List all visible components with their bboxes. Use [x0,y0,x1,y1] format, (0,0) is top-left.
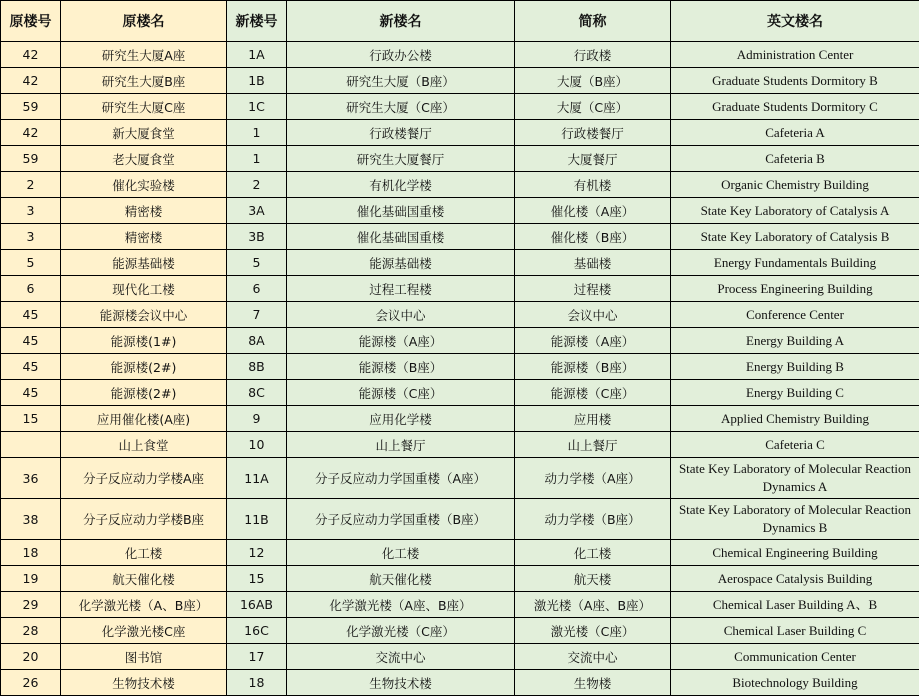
new-name-cell: 能源基础楼 [287,250,515,276]
new-number-cell: 15 [227,566,287,592]
new-number-cell: 8C [227,380,287,406]
old-number-cell: 59 [1,94,61,120]
header-new-name: 新楼名 [287,1,515,42]
table-row [1,172,919,198]
new-name-cell: 应用化学楼 [287,406,515,432]
short-name-cell: 动力学楼（B座） [515,499,671,540]
header-old-number: 原楼号 [1,1,61,42]
table-row [1,250,919,276]
old-number-cell: 29 [1,592,61,618]
header-short-name: 简称 [515,1,671,42]
new-number-cell: 3A [227,198,287,224]
old-name-cell: 老大厦食堂 [61,146,227,172]
short-name-cell: 大厦（C座） [515,94,671,120]
new-name-cell: 研究生大厦餐厅 [287,146,515,172]
old-number-cell: 38 [1,499,61,540]
short-name-cell: 大厦（B座） [515,68,671,94]
short-name-cell: 生物楼 [515,670,671,696]
new-name-cell: 行政办公楼 [287,42,515,68]
english-name-cell: Cafeteria C [671,432,919,458]
short-name-cell: 激光楼（A座、B座） [515,592,671,618]
old-number-cell: 45 [1,354,61,380]
table-row [1,406,919,432]
old-number-cell: 45 [1,302,61,328]
old-name-cell: 研究生大厦C座 [61,94,227,120]
table-row [1,276,919,302]
table-row [1,224,919,250]
new-name-cell: 分子反应动力学国重楼（B座） [287,499,515,540]
old-number-cell [1,432,61,458]
short-name-cell: 有机楼 [515,172,671,198]
short-name-cell: 应用楼 [515,406,671,432]
new-number-cell: 16C [227,618,287,644]
old-name-cell: 研究生大厦A座 [61,42,227,68]
new-number-cell: 1B [227,68,287,94]
table-row [1,644,919,670]
old-number-cell: 5 [1,250,61,276]
table-row [1,198,919,224]
short-name-cell: 过程楼 [515,276,671,302]
new-number-cell: 1 [227,146,287,172]
old-name-cell: 能源楼(2#) [61,354,227,380]
new-number-cell: 11A [227,458,287,499]
new-name-cell: 能源楼（B座） [287,354,515,380]
new-number-cell: 11B [227,499,287,540]
english-name-cell: State Key Laboratory of Molecular Reaction Dynamics A [671,458,919,499]
old-number-cell: 42 [1,42,61,68]
short-name-cell: 化工楼 [515,540,671,566]
old-number-cell: 45 [1,328,61,354]
old-name-cell: 应用催化楼(A座) [61,406,227,432]
old-name-cell: 分子反应动力学楼A座 [61,458,227,499]
table-row [1,670,919,696]
short-name-cell: 基础楼 [515,250,671,276]
old-name-cell: 化学激光楼C座 [61,618,227,644]
old-name-cell: 航天催化楼 [61,566,227,592]
english-name-cell: Process Engineering Building [671,276,919,302]
old-number-cell: 26 [1,670,61,696]
old-number-cell: 42 [1,120,61,146]
new-name-cell: 行政楼餐厅 [287,120,515,146]
english-name-cell: Cafeteria A [671,120,919,146]
table-row [1,42,919,68]
table-row [1,146,919,172]
new-number-cell: 9 [227,406,287,432]
old-name-cell: 能源楼(1#) [61,328,227,354]
english-name-cell: State Key Laboratory of Molecular Reaction Dynamics B [671,499,919,540]
old-number-cell: 36 [1,458,61,499]
new-name-cell: 化学激光楼（C座） [287,618,515,644]
old-name-cell: 能源楼(2#) [61,380,227,406]
new-number-cell: 5 [227,250,287,276]
table-row [1,432,919,458]
short-name-cell: 能源楼（B座） [515,354,671,380]
old-name-cell: 化工楼 [61,540,227,566]
new-number-cell: 6 [227,276,287,302]
new-name-cell: 能源楼（C座） [287,380,515,406]
old-number-cell: 59 [1,146,61,172]
new-number-cell: 1C [227,94,287,120]
old-number-cell: 19 [1,566,61,592]
new-number-cell: 12 [227,540,287,566]
old-name-cell: 精密楼 [61,224,227,250]
new-name-cell: 航天催化楼 [287,566,515,592]
old-name-cell: 山上食堂 [61,432,227,458]
short-name-cell: 航天楼 [515,566,671,592]
english-name-cell: Energy Building A [671,328,919,354]
new-name-cell: 会议中心 [287,302,515,328]
english-name-cell: Chemical Laser Building A、B [671,592,919,618]
english-name-cell: Organic Chemistry Building [671,172,919,198]
table-row [1,302,919,328]
short-name-cell: 能源楼（C座） [515,380,671,406]
old-name-cell: 图书馆 [61,644,227,670]
new-name-cell: 过程工程楼 [287,276,515,302]
new-number-cell: 8A [227,328,287,354]
old-name-cell: 生物技术楼 [61,670,227,696]
english-name-cell: State Key Laboratory of Catalysis B [671,224,919,250]
old-name-cell: 能源基础楼 [61,250,227,276]
old-number-cell: 20 [1,644,61,670]
table-row [1,94,919,120]
new-number-cell: 17 [227,644,287,670]
short-name-cell: 动力学楼（A座） [515,458,671,499]
table-row [1,458,919,499]
english-name-cell: Administration Center [671,42,919,68]
table-row [1,540,919,566]
old-name-cell: 现代化工楼 [61,276,227,302]
new-number-cell: 3B [227,224,287,250]
new-name-cell: 山上餐厅 [287,432,515,458]
new-name-cell: 化学激光楼（A座、B座） [287,592,515,618]
old-number-cell: 6 [1,276,61,302]
old-number-cell: 3 [1,198,61,224]
new-name-cell: 能源楼（A座） [287,328,515,354]
table-row [1,566,919,592]
english-name-cell: Chemical Laser Building C [671,618,919,644]
new-number-cell: 8B [227,354,287,380]
short-name-cell: 大厦餐厅 [515,146,671,172]
english-name-cell: Energy Fundamentals Building [671,250,919,276]
new-number-cell: 16AB [227,592,287,618]
english-name-cell: Conference Center [671,302,919,328]
new-number-cell: 1 [227,120,287,146]
table-row [1,120,919,146]
new-name-cell: 生物技术楼 [287,670,515,696]
table-row [1,618,919,644]
new-number-cell: 10 [227,432,287,458]
new-name-cell: 催化基础国重楼 [287,224,515,250]
old-name-cell: 催化实验楼 [61,172,227,198]
old-number-cell: 18 [1,540,61,566]
short-name-cell: 山上餐厅 [515,432,671,458]
english-name-cell: Chemical Engineering Building [671,540,919,566]
table-row [1,328,919,354]
english-name-cell: Energy Building C [671,380,919,406]
english-name-cell: Biotechnology Building [671,670,919,696]
english-name-cell: Applied Chemistry Building [671,406,919,432]
new-number-cell: 18 [227,670,287,696]
new-name-cell: 分子反应动力学国重楼（A座） [287,458,515,499]
old-name-cell: 分子反应动力学楼B座 [61,499,227,540]
short-name-cell: 催化楼（A座） [515,198,671,224]
header-english-name: 英文楼名 [671,1,919,42]
old-number-cell: 42 [1,68,61,94]
header-new-number: 新楼号 [227,1,287,42]
english-name-cell: Cafeteria B [671,146,919,172]
table-row [1,592,919,618]
old-number-cell: 28 [1,618,61,644]
old-name-cell: 精密楼 [61,198,227,224]
short-name-cell: 行政楼 [515,42,671,68]
short-name-cell: 激光楼（C座） [515,618,671,644]
new-name-cell: 交流中心 [287,644,515,670]
old-number-cell: 15 [1,406,61,432]
table-row [1,380,919,406]
new-number-cell: 2 [227,172,287,198]
short-name-cell: 行政楼餐厅 [515,120,671,146]
old-number-cell: 2 [1,172,61,198]
english-name-cell: State Key Laboratory of Catalysis A [671,198,919,224]
english-name-cell: Communication Center [671,644,919,670]
english-name-cell: Aerospace Catalysis Building [671,566,919,592]
short-name-cell: 会议中心 [515,302,671,328]
short-name-cell: 能源楼（A座） [515,328,671,354]
new-name-cell: 研究生大厦（B座） [287,68,515,94]
new-number-cell: 7 [227,302,287,328]
new-name-cell: 有机化学楼 [287,172,515,198]
new-name-cell: 化工楼 [287,540,515,566]
english-name-cell: Graduate Students Dormitory B [671,68,919,94]
english-name-cell: Energy Building B [671,354,919,380]
new-name-cell: 催化基础国重楼 [287,198,515,224]
new-name-cell: 研究生大厦（C座） [287,94,515,120]
new-number-cell: 1A [227,42,287,68]
header-old-name: 原楼名 [61,1,227,42]
old-number-cell: 45 [1,380,61,406]
table-row [1,354,919,380]
table-row [1,68,919,94]
short-name-cell: 催化楼（B座） [515,224,671,250]
old-name-cell: 新大厦食堂 [61,120,227,146]
table-row [1,499,919,540]
old-name-cell: 能源楼会议中心 [61,302,227,328]
old-name-cell: 研究生大厦B座 [61,68,227,94]
short-name-cell: 交流中心 [515,644,671,670]
old-number-cell: 3 [1,224,61,250]
old-name-cell: 化学激光楼（A、B座） [61,592,227,618]
header-row [1,1,919,42]
english-name-cell: Graduate Students Dormitory C [671,94,919,120]
